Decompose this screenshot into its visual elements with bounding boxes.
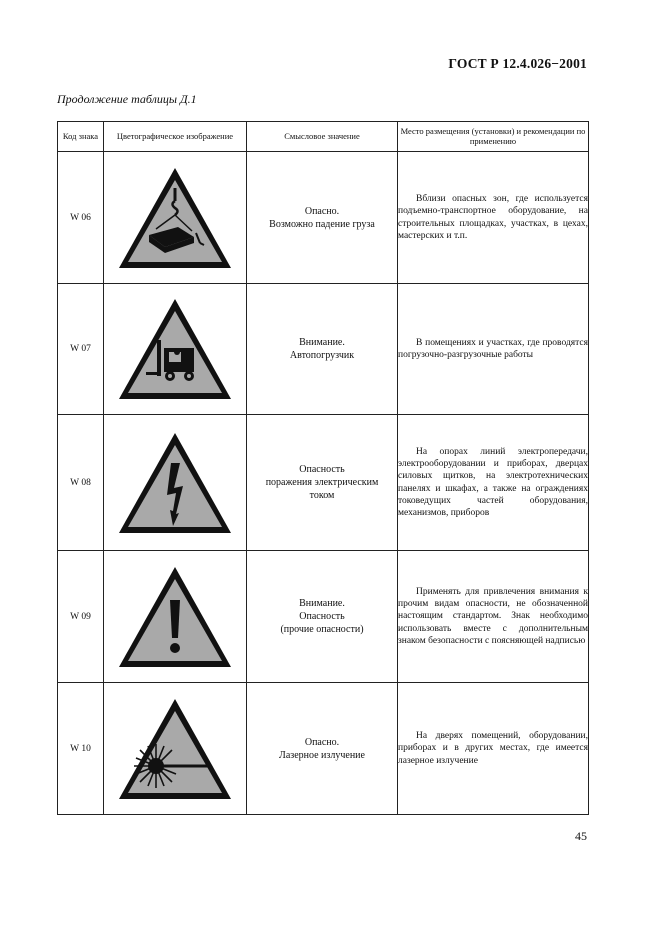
sign-meaning	[247, 415, 398, 551]
sign-image	[104, 415, 247, 551]
sign-code: W 06	[58, 152, 104, 284]
meaning-line: поражения электрическим	[265, 477, 379, 488]
sign-meaning	[247, 284, 398, 415]
header-placement: Место размещения (установки) и рекомендации по применению	[398, 122, 589, 152]
sign-code: W 08	[58, 415, 104, 551]
sign-meaning	[247, 152, 398, 284]
sign-image	[104, 683, 247, 815]
sign-meaning	[247, 551, 398, 683]
sign-placement: Применять для привлечения внимания к прочим видам опасности, не обозначенной настоящим стандартом. Знак необходимо использовать вместе с дополнительным знаком безопасности с поясняющей надписью	[398, 551, 589, 683]
meaning-line: током	[309, 490, 335, 501]
meaning-line: Опасность	[299, 611, 345, 622]
table-caption: Продолжение таблицы Д.1	[57, 92, 197, 106]
sign-image	[104, 551, 247, 683]
meaning-line: Опасно.	[304, 736, 340, 748]
header-image: Цветографическое изображение	[104, 122, 247, 152]
meaning-line: Внимание.	[299, 337, 345, 348]
table-row	[58, 683, 589, 815]
meaning-line: Опасность	[299, 464, 345, 475]
sign-code: W 10	[58, 683, 104, 815]
table-header-row	[58, 122, 589, 152]
table-row	[58, 284, 589, 415]
sign-placement: В помещениях и участках, где проводятся погрузочно-разгрузочные работы	[398, 284, 589, 415]
meaning-line: Внимание.	[299, 598, 345, 609]
meaning-line: (прочие опасности)	[280, 624, 364, 635]
sign-meaning	[247, 683, 398, 815]
sign-code: W 07	[58, 284, 104, 415]
meaning-line: Опасно.	[304, 205, 340, 217]
sign-placement: На опорах линий электропередачи, электрооборудовании и приборах, дверцах силовых щитков, на электротехнических панелях и шкафах, а также на ограждениях токоведущих частей оборудования, механизмов, приборов	[398, 415, 589, 551]
table-row	[58, 551, 589, 683]
sign-image	[104, 284, 247, 415]
meaning-line: Возможно падение груза	[269, 218, 375, 230]
standard-header: ГОСТ Р 12.4.026−2001	[448, 56, 587, 71]
meaning-line: Автопогрузчик	[289, 350, 355, 361]
page-number: 45	[575, 829, 587, 843]
sign-placement: Вблизи опасных зон, где используется подъемно-транспортное оборудование, на строительных площадках, участках, в цехах, мастерских и т.п.	[398, 152, 589, 284]
signs-table	[57, 121, 589, 815]
sign-image	[104, 152, 247, 284]
forklift-icon	[116, 296, 234, 402]
sign-placement: На дверях помещений, оборудовании, приборах и в других местах, где имеется лазерное излучение	[398, 683, 589, 815]
meaning-line: Лазерное излучение	[279, 749, 365, 761]
table-row	[58, 152, 589, 284]
electric-shock-icon	[116, 430, 234, 536]
header-code: Код знака	[58, 122, 104, 152]
table-row	[58, 415, 589, 551]
header-meaning: Смысловое значение	[247, 122, 398, 152]
sign-code: W 09	[58, 551, 104, 683]
exclamation-icon	[116, 564, 234, 670]
falling-load-icon	[116, 165, 234, 271]
laser-icon	[116, 696, 234, 802]
